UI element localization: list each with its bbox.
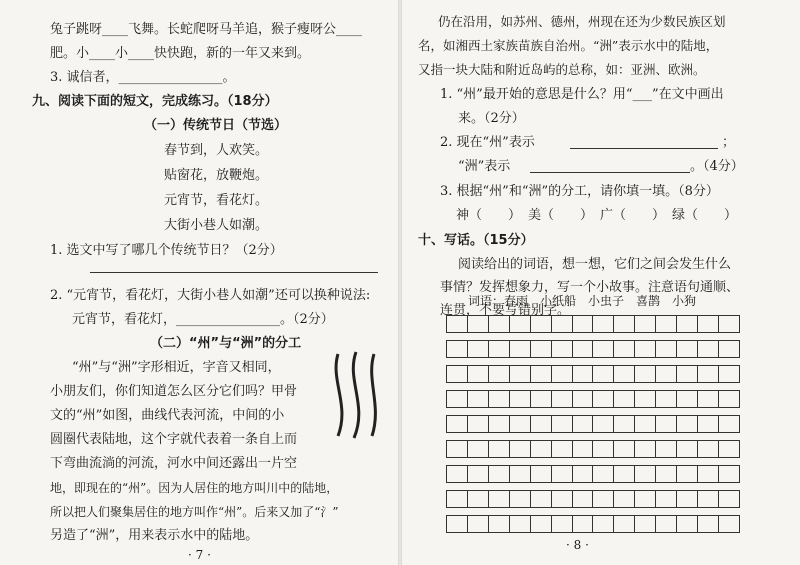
passage-1-title: （一）传统节日（节选）	[144, 118, 288, 133]
grid-cell[interactable]	[489, 366, 510, 382]
grid-cell[interactable]	[698, 466, 719, 482]
grid-cell[interactable]	[719, 466, 739, 482]
grid-cell[interactable]	[656, 441, 677, 457]
grid-cell[interactable]	[719, 391, 739, 407]
passage-2-line: 所以把人们聚集居住的地方叫作“州”。后来又加了“氵”	[50, 505, 339, 519]
writing-prompt-line: 连贯，不要写错别字。	[440, 303, 571, 318]
grid-cell[interactable]	[656, 366, 677, 382]
grid-row[interactable]	[446, 390, 740, 408]
page-number-left: · 7 ·	[188, 548, 211, 562]
passage-1-question-1: 1. 选文中写了哪几个传统节日？（2分）	[50, 243, 283, 258]
grid-cell[interactable]	[635, 316, 656, 332]
grid-cell[interactable]	[614, 416, 635, 432]
grid-cell[interactable]	[698, 316, 719, 332]
grid-cell[interactable]	[531, 466, 552, 482]
grid-cell[interactable]	[510, 516, 531, 532]
grid-cell[interactable]	[447, 416, 468, 432]
grid-cell[interactable]	[468, 416, 489, 432]
grid-cell[interactable]	[677, 441, 698, 457]
grid-cell[interactable]	[573, 491, 594, 507]
grid-cell[interactable]	[510, 441, 531, 457]
grid-row[interactable]	[446, 515, 740, 533]
grid-cell[interactable]	[531, 366, 552, 382]
passage-2-line: 小朋友们，你们知道怎么区分它们吗？甲骨	[50, 384, 298, 399]
grid-cell[interactable]	[593, 466, 614, 482]
grid-cell[interactable]	[593, 441, 614, 457]
grid-cell[interactable]	[656, 516, 677, 532]
grid-row[interactable]	[446, 340, 740, 358]
semicolon: ；	[722, 135, 736, 150]
grid-cell[interactable]	[593, 316, 614, 332]
grid-cell[interactable]	[719, 491, 739, 507]
grid-cell[interactable]	[552, 491, 573, 507]
grid-cell[interactable]	[677, 491, 698, 507]
grid-cell[interactable]	[489, 516, 510, 532]
grid-cell[interactable]	[677, 366, 698, 382]
grid-row[interactable]	[446, 365, 740, 383]
grid-cell[interactable]	[468, 491, 489, 507]
grid-cell[interactable]	[656, 316, 677, 332]
grid-cell[interactable]	[531, 316, 552, 332]
question-3-honesty: 3. 诚信者，________________。	[50, 70, 236, 85]
passage-2-line: “州”与“洲”字形相近，字音又相同，	[72, 360, 281, 375]
grid-cell[interactable]	[593, 391, 614, 407]
passage-2-line: 地，即现在的“州”。因为人居住的地方叫川中的陆地，	[50, 481, 339, 495]
grid-cell[interactable]	[468, 466, 489, 482]
grid-cell[interactable]	[552, 416, 573, 432]
passage-2-question-1a: 1. “州”最开始的意思是什么？用“___”在文中画出	[440, 87, 724, 102]
grid-cell[interactable]	[531, 341, 552, 357]
grid-cell[interactable]	[510, 341, 531, 357]
grid-cell[interactable]	[447, 341, 468, 357]
answer-line	[570, 148, 718, 149]
passage-2-line: 圆圈代表陆地，这个字就代表着一条自上而	[50, 432, 298, 447]
grid-cell[interactable]	[468, 341, 489, 357]
passage-2-line: 文的“州”如图，曲线代表河流，中间的小	[50, 408, 285, 423]
grid-cell[interactable]	[531, 416, 552, 432]
grid-cell[interactable]	[593, 416, 614, 432]
grid-row[interactable]	[446, 415, 740, 433]
answer-line	[530, 172, 690, 173]
grid-cell[interactable]	[614, 341, 635, 357]
grid-cell[interactable]	[510, 466, 531, 482]
grid-cell[interactable]	[635, 416, 656, 432]
passage-2-question-1b: 来。（2分）	[458, 111, 525, 126]
grid-cell[interactable]	[719, 441, 739, 457]
section-10-title: 十、写话。（15分）	[418, 233, 534, 248]
grid-cell[interactable]	[552, 341, 573, 357]
grid-cell[interactable]	[552, 466, 573, 482]
grid-cell[interactable]	[614, 366, 635, 382]
grid-cell[interactable]	[552, 366, 573, 382]
grid-row[interactable]	[446, 490, 740, 508]
grid-cell[interactable]	[531, 491, 552, 507]
grid-cell[interactable]	[677, 416, 698, 432]
poem-line-3: 元宵节，看花灯。	[164, 193, 269, 208]
grid-cell[interactable]	[635, 441, 656, 457]
grid-cell[interactable]	[614, 391, 635, 407]
grid-cell[interactable]	[593, 366, 614, 382]
grid-cell[interactable]	[468, 516, 489, 532]
question-2-score: 。（4分）	[690, 159, 744, 174]
grid-cell[interactable]	[573, 441, 594, 457]
passage-2-continued: 名，如湘西土家族苗族自治州。“洲”表示水中的陆地，	[418, 38, 719, 53]
grid-cell[interactable]	[489, 341, 510, 357]
grid-cell[interactable]	[510, 366, 531, 382]
grid-cell[interactable]	[552, 391, 573, 407]
grid-cell[interactable]	[656, 491, 677, 507]
grid-cell[interactable]	[510, 316, 531, 332]
passage-2-continued: 又指一块大陆和附近岛屿的总称，如：亚洲、欧洲。	[418, 62, 706, 77]
fill-item-mei: 美（ ）	[528, 208, 594, 223]
grid-cell[interactable]	[489, 316, 510, 332]
grid-cell[interactable]	[489, 491, 510, 507]
grid-cell[interactable]	[447, 516, 468, 532]
grid-row[interactable]	[446, 465, 740, 483]
grid-cell[interactable]	[489, 466, 510, 482]
grid-cell[interactable]	[635, 391, 656, 407]
passage-2-title: （二）“州”与“洲”的分工	[150, 336, 302, 351]
grid-cell[interactable]	[677, 316, 698, 332]
grid-cell[interactable]	[656, 391, 677, 407]
section-9-title: 九、阅读下面的短文，完成练习。（18分）	[32, 94, 278, 109]
grid-cell[interactable]	[719, 416, 739, 432]
page-number-right: · 8 ·	[566, 538, 589, 552]
grid-cell[interactable]	[614, 316, 635, 332]
grid-cell[interactable]	[447, 316, 468, 332]
grid-cell[interactable]	[698, 416, 719, 432]
grid-cell[interactable]	[468, 366, 489, 382]
grid-cell[interactable]	[531, 516, 552, 532]
grid-cell[interactable]	[656, 416, 677, 432]
grid-cell[interactable]	[573, 341, 594, 357]
grid-cell[interactable]	[552, 516, 573, 532]
zodiac-line-2: 肥。小____小____快快跑，新的一年又来到。	[50, 46, 311, 61]
passage-1-question-2a: 2. “元宵节，看花灯，大街小巷人如潮”还可以换种说法:	[50, 288, 371, 303]
grid-cell[interactable]	[698, 516, 719, 532]
passage-2-question-2b: “洲”表示	[458, 159, 511, 174]
fill-item-shen: 神（ ）	[456, 208, 522, 223]
grid-cell[interactable]	[677, 466, 698, 482]
grid-cell[interactable]	[447, 441, 468, 457]
grid-cell[interactable]	[489, 391, 510, 407]
grid-cell[interactable]	[635, 491, 656, 507]
poem-line-2: 贴窗花，放鞭炮。	[164, 168, 269, 183]
grid-cell[interactable]	[677, 341, 698, 357]
grid-cell[interactable]	[719, 516, 739, 532]
grid-cell[interactable]	[719, 341, 739, 357]
grid-cell[interactable]	[552, 441, 573, 457]
grid-cell[interactable]	[447, 366, 468, 382]
grid-cell[interactable]	[656, 341, 677, 357]
grid-cell[interactable]	[635, 466, 656, 482]
grid-cell[interactable]	[531, 441, 552, 457]
grid-cell[interactable]	[447, 466, 468, 482]
writing-prompt-line: 事情？发挥想象力，写一个小故事。注意语句通顺、	[440, 280, 740, 295]
fill-item-lv: 绿（ ）	[672, 208, 738, 223]
passage-2-continued: 仍在沿用，如苏州、德州，州现在还为少数民族区划	[438, 14, 726, 29]
grid-cell[interactable]	[531, 391, 552, 407]
grid-cell[interactable]	[635, 366, 656, 382]
grid-cell[interactable]	[593, 341, 614, 357]
writing-prompt-line: 阅读给出的词语，想一想，它们之间会发生什么	[458, 257, 732, 272]
grid-row[interactable]	[446, 315, 740, 333]
grid-cell[interactable]	[698, 491, 719, 507]
grid-row[interactable]	[446, 440, 740, 458]
grid-cell[interactable]	[593, 516, 614, 532]
writing-grid[interactable]	[446, 311, 740, 536]
grid-cell[interactable]	[489, 416, 510, 432]
grid-cell[interactable]	[447, 491, 468, 507]
grid-cell[interactable]	[573, 516, 594, 532]
grid-cell[interactable]	[468, 441, 489, 457]
grid-cell[interactable]	[677, 391, 698, 407]
passage-2-question-3: 3. 根据“州”和“洲”的分工，请你填一填。（8分）	[440, 184, 719, 199]
grid-cell[interactable]	[656, 466, 677, 482]
passage-1-question-2b: 元宵节，看花灯，________________。（2分）	[72, 312, 334, 327]
poem-line-4: 大街小巷人如潮。	[164, 218, 269, 233]
grid-cell[interactable]	[614, 516, 635, 532]
grid-cell[interactable]	[719, 366, 739, 382]
grid-cell[interactable]	[573, 416, 594, 432]
answer-line	[90, 272, 378, 273]
grid-cell[interactable]	[593, 491, 614, 507]
grid-cell[interactable]	[447, 391, 468, 407]
grid-cell[interactable]	[677, 516, 698, 532]
grid-cell[interactable]	[573, 466, 594, 482]
grid-cell[interactable]	[698, 391, 719, 407]
passage-2-question-2a: 2. 现在“州”表示	[440, 135, 535, 150]
poem-line-1: 春节到，人欢笑。	[164, 143, 269, 158]
grid-cell[interactable]	[698, 366, 719, 382]
grid-cell[interactable]	[614, 491, 635, 507]
grid-cell[interactable]	[552, 316, 573, 332]
grid-cell[interactable]	[698, 441, 719, 457]
fill-item-guang: 广（ ）	[600, 208, 666, 223]
grid-cell[interactable]	[573, 316, 594, 332]
grid-cell[interactable]	[698, 341, 719, 357]
passage-2-line: 下弯曲流淌的河流，河水中间还露出一片空	[50, 456, 298, 471]
oracle-bone-zhou-glyph	[328, 350, 384, 440]
word-bank: 词语：春雨 小纸船 小虫子 喜鹊 小狗	[468, 294, 697, 308]
grid-cell[interactable]	[635, 516, 656, 532]
grid-cell[interactable]	[573, 391, 594, 407]
passage-2-line: 另造了“洲”，用来表示水中的陆地。	[50, 528, 259, 543]
grid-cell[interactable]	[573, 366, 594, 382]
grid-cell[interactable]	[719, 316, 739, 332]
grid-cell[interactable]	[614, 441, 635, 457]
grid-cell[interactable]	[468, 391, 489, 407]
zodiac-line-1: 兔子跳呀____飞舞。长蛇爬呀马羊追，猴子瘦呀公____	[50, 22, 363, 37]
grid-cell[interactable]	[635, 341, 656, 357]
grid-cell[interactable]	[510, 416, 531, 432]
grid-cell[interactable]	[489, 441, 510, 457]
grid-cell[interactable]	[510, 391, 531, 407]
grid-cell[interactable]	[468, 316, 489, 332]
grid-cell[interactable]	[614, 466, 635, 482]
grid-cell[interactable]	[510, 491, 531, 507]
